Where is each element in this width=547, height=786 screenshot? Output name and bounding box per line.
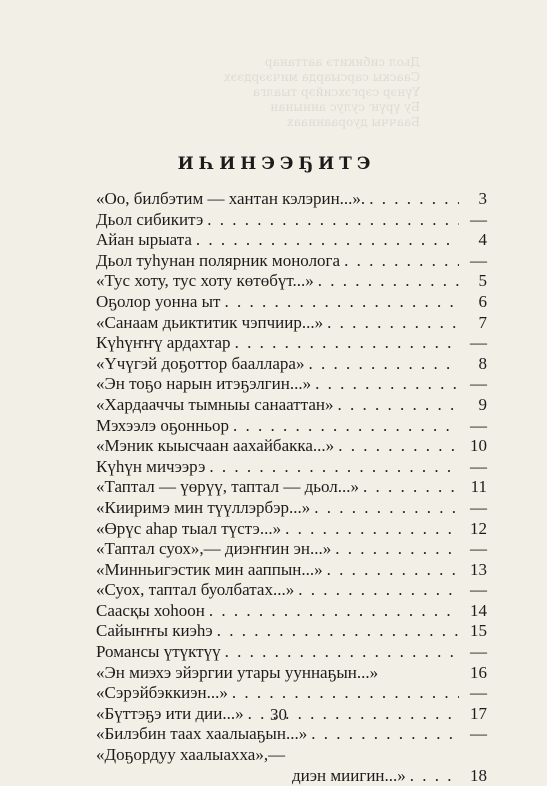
- toc-entry: [96, 416, 487, 437]
- toc-entry-page: —: [470, 683, 487, 703]
- dot-leader: [231, 333, 459, 354]
- toc-entry: [96, 457, 487, 478]
- toc-entry-page: 6: [478, 291, 487, 311]
- toc-entry-title: «Мэник кыысчаан аахайбакка...»: [96, 436, 335, 456]
- toc-entry-title: «Таптал — үөрүү, таптал — дьол...»: [96, 477, 359, 497]
- toc-entry-title: «Доҕордуу хаалыахха»,—: [96, 745, 286, 765]
- toc-entry-title: «Эн тоҕо нарын итэҕэлгин...»: [96, 374, 312, 394]
- toc-entry-title: Дьол сибикитэ: [96, 209, 204, 229]
- toc-entry-title: «Кииримэ мин түүллэрбэр...»: [96, 497, 311, 517]
- toc-entry-page: 7: [478, 312, 487, 332]
- toc-entry: [96, 745, 487, 766]
- toc-entry-title: «Оо, билбэтим — хантан кэлэрин...».: [96, 189, 366, 208]
- toc-entry: [96, 724, 487, 745]
- toc-entry-title: «Сэрэйбэккиэн...»: [96, 683, 228, 703]
- toc-entry-page: 12: [470, 518, 487, 538]
- toc-entry-title: «Өрүс аһар тыал түстэ...»: [96, 518, 282, 538]
- dot-leader: [334, 395, 460, 416]
- toc-entry-page: —: [470, 580, 487, 600]
- dot-leader: [314, 271, 459, 292]
- dot-leader: [304, 354, 459, 375]
- dot-leader: [340, 251, 459, 272]
- toc-entry-page: —: [470, 724, 487, 744]
- toc-entry-page: 16: [470, 662, 487, 682]
- toc-entry: [96, 766, 487, 786]
- toc-entry-title: Сайыҥҥы киэһэ: [96, 621, 213, 641]
- toc-entry: [96, 271, 487, 292]
- toc-entry: [96, 436, 487, 457]
- toc-entry: [96, 251, 487, 272]
- toc-entry: [96, 642, 487, 663]
- toc-entry-page: —: [470, 333, 487, 353]
- toc-entry-title: Айан ырыата: [96, 230, 192, 250]
- toc-entry: [96, 601, 487, 622]
- toc-entry-title: Мэхээлэ оҕонньор: [96, 415, 230, 435]
- toc-entry: [96, 292, 487, 313]
- page-number: 30: [270, 705, 287, 724]
- dot-leader: [213, 621, 459, 642]
- toc-entry-page: —: [470, 539, 487, 559]
- toc-entry-title: Оҕолор уонна ыт: [96, 291, 221, 311]
- toc-entry: [96, 210, 487, 231]
- toc-entry-title: Саасқы хоһоон: [96, 600, 205, 620]
- toc-entry-page: 14: [470, 600, 487, 620]
- toc-entry-page: 3: [478, 189, 487, 208]
- dot-leader: [281, 519, 459, 540]
- toc-entry: [96, 498, 487, 519]
- toc-entry-title: «Тус хоту, тус хоту көтөбүт...»: [96, 271, 314, 291]
- dot-leader: [205, 457, 459, 478]
- dot-leader: [220, 292, 459, 313]
- toc-entry-page: 8: [478, 353, 487, 373]
- toc-entry: [96, 354, 487, 375]
- toc-entry: [96, 560, 487, 581]
- toc-entry: [96, 230, 487, 251]
- dot-leader: [323, 560, 459, 581]
- toc-entry-page: —: [470, 250, 487, 270]
- toc-entry-title: «Эн миэхэ эйэргии утары ууннаҕын...»: [96, 662, 379, 682]
- dot-leader: [203, 210, 459, 231]
- toc-entry: [96, 580, 487, 601]
- dot-leader: [365, 189, 459, 210]
- dot-leader: [310, 498, 459, 519]
- toc-entry-page: 15: [470, 621, 487, 641]
- toc-entry-title: «Билэбин таах хаалыаҕын...»: [96, 724, 308, 744]
- toc-entry-title: «Минньигэстик мин ааппын...»: [96, 559, 323, 579]
- dot-leader: [323, 313, 459, 334]
- toc-entry-title: «Санаам дьиктитик чэпчиир...»: [96, 312, 324, 332]
- toc-entry-page: 18: [470, 765, 487, 785]
- toc-entry-page: —: [470, 497, 487, 517]
- toc-entry-page: —: [470, 374, 487, 394]
- toc-entry: [96, 621, 487, 642]
- dot-leader: [294, 580, 459, 601]
- toc-entry-page: 13: [470, 559, 487, 579]
- toc-entry-page: 17: [470, 703, 487, 723]
- dot-leader: [307, 724, 459, 745]
- toc-entry-page: —: [470, 415, 487, 435]
- toc-entry-title: диэн миигин...»: [292, 765, 406, 785]
- toc-entry-title: Күһүн мичээрэ: [96, 456, 206, 476]
- dot-leader: [331, 539, 459, 560]
- dot-leader: [192, 230, 459, 251]
- dot-leader: [406, 766, 459, 786]
- toc-entry-page: —: [470, 456, 487, 476]
- toc-entry-title: «Хардааччы тымныы санааттан»: [96, 394, 334, 414]
- toc-entry-title: «Суох, таптал буолбатах...»: [96, 580, 295, 600]
- toc-entry-page: 5: [478, 271, 487, 291]
- toc-entry: [96, 189, 487, 210]
- toc-entry: [96, 333, 487, 354]
- toc-entry-page: 11: [470, 477, 487, 497]
- toc-entry: [96, 683, 487, 704]
- toc-entry: [96, 663, 487, 684]
- toc-entry: [96, 395, 487, 416]
- toc-entry-title: Күһүҥҥү ардахтар: [96, 333, 231, 353]
- toc-entry-title: «Бүттэҕэ ити дии...»: [96, 703, 244, 723]
- toc-entry-page: 9: [478, 394, 487, 414]
- toc-entry-page: —: [470, 209, 487, 229]
- dot-leader: [229, 416, 459, 437]
- dot-leader: [359, 477, 459, 498]
- toc-entry-title: Дьол туһунан полярник монолога: [96, 250, 341, 270]
- dot-leader: [228, 683, 459, 704]
- show-through-text: Дьол сибикитэ ааттанар Сааскы сарсыарда мичээрдээх Үүнэр сэргэхсийэр тыалга Бу үрүҥ сулус аннынан Бааччы дуорааннаах: [223, 55, 420, 129]
- toc-entry-title: «Үчүгэй доҕоттор бааллара»: [96, 353, 305, 373]
- dot-leader: [334, 436, 459, 457]
- toc-entry-page: 4: [478, 230, 487, 250]
- dot-leader: [311, 374, 459, 395]
- toc-entry: [96, 539, 487, 560]
- dot-leader: [221, 642, 459, 663]
- toc-entry: [96, 313, 487, 334]
- page-title: ИҺИНЭЭҔИТЭ: [177, 154, 376, 174]
- toc-entry: [96, 374, 487, 395]
- toc-entry: [96, 477, 487, 498]
- table-of-contents: [96, 189, 487, 786]
- toc-entry-page: —: [470, 642, 487, 662]
- toc-entry: [96, 519, 487, 540]
- dot-leader: [205, 601, 459, 622]
- toc-entry-title: Романсы үтүктүү: [96, 642, 221, 662]
- toc-entry-page: 10: [470, 436, 487, 456]
- toc-entry-title: «Таптал суох»,— диэҥҥин эн...»: [96, 539, 332, 559]
